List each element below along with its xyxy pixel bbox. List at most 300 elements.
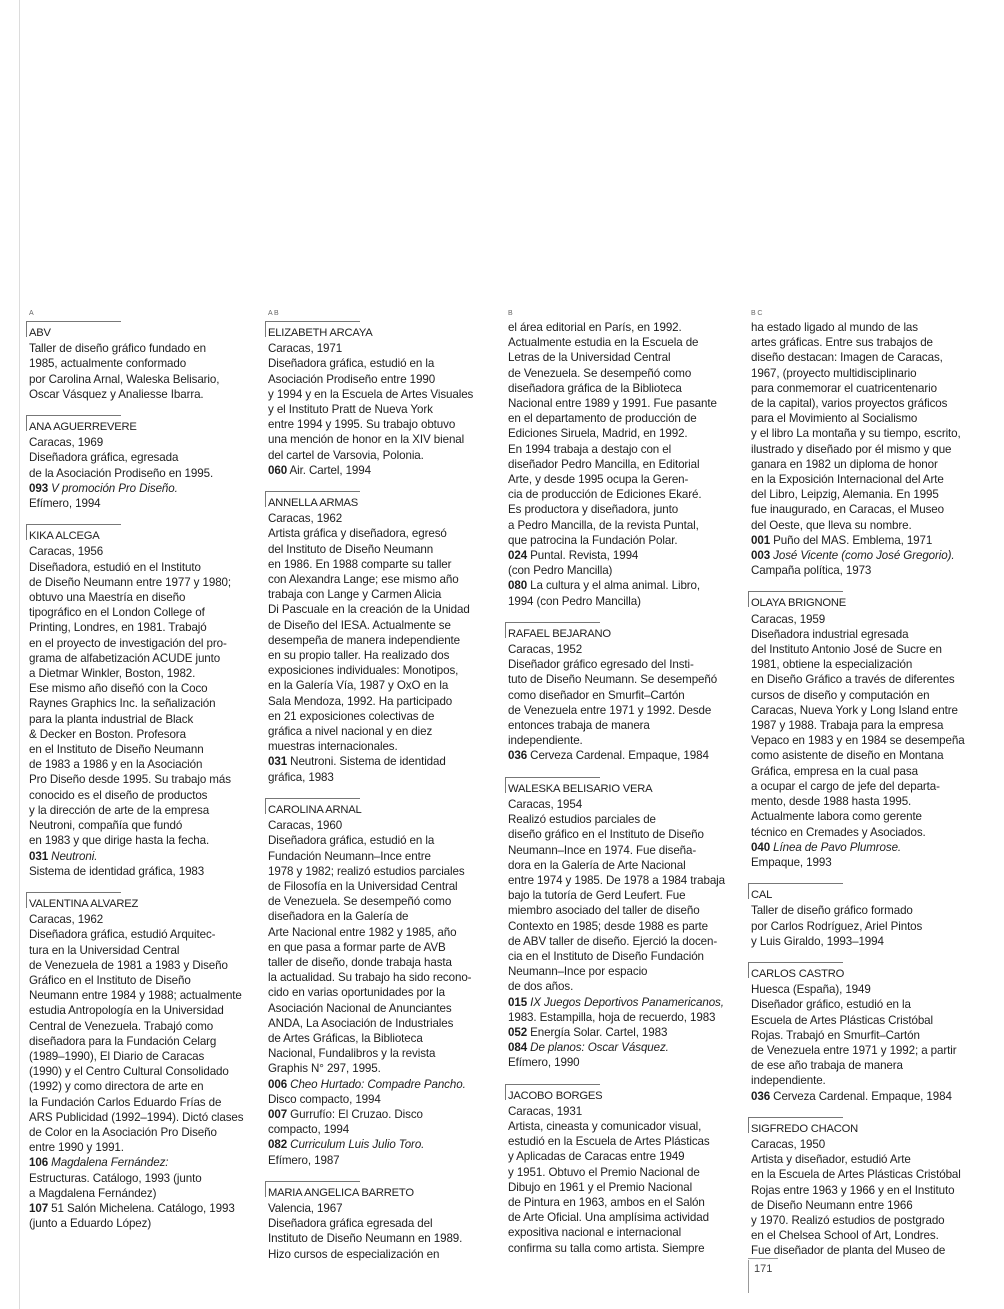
line-text: trabaja con Lange y Carmen Alicia [268,588,442,602]
line-text: obtuvo una Maestría en diseño [29,591,186,605]
bio-line [29,1079,257,1094]
bio-line [268,372,496,387]
bio-line [508,733,736,748]
work-number: 084 [508,1041,528,1055]
work-reference-line [268,754,496,769]
line-text: expositiva nacional e internacional [508,1226,682,1240]
line-text: Raynes Graphics Inc. la señalización [29,697,216,711]
line-text: Caracas, 1931 [508,1104,583,1118]
bio-line [751,1058,979,1073]
bio-line [508,812,736,827]
work-reference-line [751,548,979,563]
bio-line [268,955,496,970]
line-text: ilustrado y diseñado por él mismo y que [751,442,952,456]
bio-line [29,696,257,711]
line-text: por Carolina Arnal, Waleska Belisario, [29,372,220,386]
line-text: Caracas, 1954 [508,797,583,811]
work-reference-line [508,548,736,563]
bio-line [268,633,496,648]
entry-rule [751,1114,979,1122]
line-text: como asistente de diseño en Montana [751,749,944,763]
line-text: de Venezuela entre 1971 y 1992. Desde [508,703,712,717]
entry-rule [508,774,736,782]
line-text: Artista gráfica y diseñadora, egresó [268,527,447,541]
line-text: Diseñadora gráfica egresada del [268,1217,433,1231]
line-text: Efímero, 1990 [508,1056,580,1070]
bio-line [268,1031,496,1046]
bio-line [751,642,979,657]
line-text: entre 1994 y 1995. Su trabajo obtuvo [268,418,456,432]
bio-line [268,739,496,754]
bio-line [508,979,736,994]
line-text: Nacional entre 1989 y 1991. Fue pasante [508,397,717,411]
line-text: bajo la tutoría de Gerd Leufert. Fue [508,889,686,903]
line-text: de Diseño del IESA. Actualmente se [268,618,451,632]
line-text: gráfica, 1983 [268,770,334,784]
line-text: cia en el Instituto de Diseño Fundación [508,949,704,963]
work-number: 031 [29,849,49,863]
line-text: (1989–1990), El Diario de Caracas [29,1049,205,1063]
bio-line [508,366,736,381]
line-text: y Aplicadas de Caracas entre 1949 [508,1150,685,1164]
line-text: cia de producción de Ediciones Ekaré. [508,488,702,502]
entry-continuation [508,320,736,609]
bio-line [268,402,496,417]
line-text: en su propio taller. Ha realizado dos [268,649,450,663]
line-text: Taller de diseño gráfico fundado en [29,342,206,356]
work-title: José Vicente (como José Gregorio). [773,549,955,563]
work-title: Gurrufío: El Cruzao. Disco [290,1107,423,1121]
work-title: Línea de Pavo Plumrose. [773,840,902,854]
work-reference-line [508,1040,736,1055]
bio-line [29,943,257,958]
work-reference-line [268,1137,496,1152]
line-text: ha estado ligado al mundo de las [751,321,918,334]
bio-line [268,572,496,587]
line-text: Di Pascuale en la creación de la Unidad [268,603,470,617]
line-text: Actualmente estudia en la Escuela de [508,336,699,350]
bio-line [29,727,257,742]
line-text: en que pasa a formar parte de AVB [268,940,446,954]
bio-line [268,709,496,724]
line-text: Caracas, 1950 [751,1137,826,1151]
bio-line [29,372,257,387]
bio-line [268,1016,496,1031]
bio-line [751,381,979,396]
line-text: Letras de la Universidad Central [508,351,671,365]
line-text: de Venezuela entre 1971 y 1992; a partir [751,1043,957,1057]
bio-line [508,1180,736,1195]
bio-line [268,1216,496,1231]
bio-line [751,934,979,949]
line-text: por Carlos Rodríguez, Ariel Pintos [751,919,923,933]
line-text: Rojas entre 1963 y 1966 y en el Instituto [751,1183,955,1197]
bio-line [751,1043,979,1058]
bio-line [508,1149,736,1164]
directory-entry [751,959,979,1104]
bio-line [751,748,979,763]
line-text: Valencia, 1967 [268,1201,343,1215]
entry-rule [29,889,257,897]
line-text: en el proyecto de investigación del pro- [29,636,227,650]
bio-line [751,457,979,472]
line-text: en la Escuela de Artes Plásticas Cristóbal [751,1168,961,1182]
work-title: Magdalena Fernández: [51,1156,169,1170]
bio-line [268,448,496,463]
bio-line [508,502,736,517]
line-text: de Arte Oficial. Una amplísima actividad [508,1211,709,1225]
bio-line [751,442,979,457]
bio-line [751,1183,979,1198]
work-reference-line [268,1077,496,1092]
line-text: en la Exposición Internacional del Arte [751,473,944,487]
bio-line [29,560,257,575]
work-reference-line [29,481,257,496]
work-title: V promoción Pro Diseño. [51,481,178,495]
bio-line [508,964,736,979]
line-text: diseñadora gráfica de la Biblioteca [508,381,682,395]
line-text: del cartel de Varsovia, Polonia. [268,448,424,462]
line-text: Caracas, 1971 [268,342,343,356]
line-text: en la Galería Vía, 1987 y OxO en la [268,679,449,693]
line-text: Huesca (España), 1949 [751,983,871,997]
work-reference-line [29,849,257,864]
bio-line [751,718,979,733]
bio-line [29,341,257,356]
line-text: Neumann–Ince en 1974. Fue diseña- [508,843,697,857]
bio-line [508,888,736,903]
line-text: y la dirección de arte de la empresa [29,803,210,817]
directory-entry [751,588,979,870]
line-text: ANDA, La Asociación de Industriales [268,1016,454,1030]
bio-line [751,1228,979,1243]
bio-line [29,1034,257,1049]
bio-line [751,335,979,350]
bio-line [268,678,496,693]
bio-line [29,1095,257,1110]
bio-line [508,533,736,548]
bio-line [508,1225,736,1240]
bio-line [29,1125,257,1140]
bio-line [508,1119,736,1134]
bio-line [508,797,736,812]
line-text: la actualidad. Su trabajo ha sido recono- [268,971,472,985]
bio-line [751,794,979,809]
bio-line [751,366,979,381]
line-text: artes gráficas. Entre sus trabajos de [751,336,933,350]
line-text: Empaque, 1993 [751,855,832,869]
bio-line [29,450,257,465]
line-text: de Venezuela. Se desempeñó como [508,366,692,380]
bio-line [508,949,736,964]
bio-line [268,849,496,864]
line-text: & Decker en Boston. Profesora [29,727,186,741]
directory-entry [508,619,736,764]
line-text: del Instituto Antonio José de Sucre en [751,643,942,657]
bio-line [268,1231,496,1246]
entry-rule [268,795,496,803]
line-text: Artista, cineasta y comunicador visual, [508,1119,702,1133]
entry-name: OLAYA BRIGNONE [751,597,847,610]
bio-line [268,1001,496,1016]
work-title: Curriculum Luis Julio Toro. [290,1138,425,1152]
bio-line [508,919,736,934]
bio-line [508,843,736,858]
bio-line [751,903,979,918]
line-text: ganara en 1982 un diploma de honor [751,457,938,471]
entry-name: MARIA ANGELICA BARRETO [268,1186,414,1199]
line-text: Diseñadora gráfica, estudió en la [268,357,435,371]
bio-line [751,396,979,411]
line-text: miembro asociado del taller de diseño [508,904,700,918]
work-title: De planos: Oscar Vásquez. [530,1041,669,1055]
bio-line [751,1137,979,1152]
work-reference-line [508,578,736,593]
bio-line [29,605,257,620]
bio-line [751,320,979,335]
entry-name: RAFAEL BEJARANO [508,627,611,640]
line-text: la Fundación Carlos Eduardo Frías de [29,1095,222,1109]
bio-line [508,642,736,657]
work-title: Cerveza Cardenal. Empaque, 1984 [773,1089,952,1103]
bio-line [508,703,736,718]
line-text: de dos años. [508,980,574,994]
line-text: fue inaugurado, en Caracas, el Museo [751,503,944,517]
bio-line [29,387,257,402]
line-text: entonces trabaja de manera [508,719,650,733]
entry-rule [268,318,496,326]
line-text: 1983. Estampilla, hoja de recuerdo, 1983 [508,1010,716,1024]
bio-line [268,1153,496,1168]
line-text: de Venezuela de 1981 a 1983 y Diseño [29,958,228,972]
bio-line [29,818,257,833]
line-text: muestras internacionales. [268,740,398,754]
bio-line [751,518,979,533]
entry-name: ANA AGUERREVERE [29,421,137,434]
bio-line [751,426,979,441]
directory-entry [268,318,496,478]
line-text: entre 1974 y 1985. De 1978 a 1984 trabaja [508,873,725,887]
line-text: 1994 (con Pedro Mancilla) [508,594,641,608]
entry-rule [751,588,979,596]
entry-rule [751,880,979,888]
bio-line [29,988,257,1003]
line-text: en el departamento de producción de [508,412,697,426]
bio-line [268,1061,496,1076]
entry-rule [508,1081,736,1089]
directory-entry [29,889,257,1231]
line-text: Estructuras. Catálogo, 1993 (junto [29,1171,202,1185]
line-text: conocido es el diseño de productos [29,788,208,802]
bio-line [29,1049,257,1064]
line-text: del Libro, Leipzig, Alemania. En 1995 [751,488,939,502]
bio-line [508,688,736,703]
line-text: cido en varias oportunidades por la [268,986,445,1000]
work-number: 060 [268,463,288,477]
line-text: Neumann–Ince por espacio [508,965,648,979]
bio-line [268,602,496,617]
bio-line [508,518,736,533]
line-text: el área editorial en París, en 1992. [508,321,682,334]
line-text: que patrocina la Fundación Polar. [508,533,678,547]
line-text: Taller de diseño gráfico formado [751,904,913,918]
bio-line [29,973,257,988]
work-title: La cultura y el alma animal. Libro, [530,579,701,593]
line-text: compacto, 1994 [268,1123,350,1137]
bio-line [29,757,257,772]
bio-line [508,487,736,502]
line-text: con Alexandra Lange; ese mismo año [268,573,459,587]
work-reference-line [508,1025,736,1040]
line-text: Diseñador gráfico egresado del Insti- [508,658,694,672]
bio-line [508,1210,736,1225]
bio-line [29,636,257,651]
bio-line [268,356,496,371]
line-text: Caracas, 1956 [29,545,104,559]
bio-line [268,1201,496,1216]
work-title: Air. Cartel, 1994 [289,463,371,477]
work-number: 107 [29,1201,49,1215]
bio-line [268,341,496,356]
bio-line [29,620,257,635]
entry-name: ABV [29,327,51,339]
line-text: Neutroni, compañía que fundó [29,819,183,833]
bio-line [29,1216,257,1231]
line-text: de 1983 a 1986 y en la Asociación [29,758,203,772]
bio-line [508,827,736,842]
bio-line [268,511,496,526]
line-text: independiente. [508,734,583,748]
work-reference-line [268,463,496,478]
line-text: Arte, y desde 1995 ocupa la Geren- [508,473,689,487]
line-text: dora en la Galería de Arte Nacional [508,858,686,872]
line-text: Neumann entre 1984 y 1988; actualmente [29,989,242,1003]
work-number: 015 [508,995,528,1009]
line-text: como diseñador en Smurfit–Cartón [508,688,685,702]
line-text: entre 1990 y 1991. [29,1141,124,1155]
bio-line [29,544,257,559]
line-text: diseñadora en la Galería de [268,910,409,924]
line-text: estudia Antropología en la Universidad [29,1004,224,1018]
bio-line [268,909,496,924]
line-text: grama de alfabetización ACUDE junto [29,651,221,665]
line-text: de Venezuela. Se desempeñó como [268,895,452,909]
work-title: 51 Salón Michelena. Catálogo, 1993 [51,1201,235,1215]
work-number: 003 [751,549,771,563]
bio-line [268,542,496,557]
column-letter: A [29,310,34,317]
bio-line [29,712,257,727]
line-text: Vepaco en 1983 y en 1984 se desempeña [751,734,965,748]
bio-line [268,663,496,678]
bio-line [508,350,736,365]
bio-line [751,627,979,642]
work-reference-line [508,748,736,763]
column-3 [508,310,736,1266]
bio-line [29,1186,257,1201]
line-text: tura en la Universidad Central [29,943,180,957]
page-gutter-edge [19,0,20,1309]
work-title: IX Juegos Deportivos Panamericanos, [530,995,724,1009]
line-text: (1990) y el Centro Cultural Consolidado [29,1065,229,1079]
bio-line [751,919,979,934]
line-text: Artista y diseñador, estudió Arte [751,1153,911,1167]
line-text: Fundación Neumann–Ince entre [268,849,431,863]
bio-line [268,770,496,785]
bio-line [508,1134,736,1149]
work-reference-line [268,1107,496,1122]
entry-rule [268,488,496,496]
bio-line [29,772,257,787]
bio-line [508,903,736,918]
page-number: 171 [748,1260,772,1293]
bio-line [268,1122,496,1137]
line-text: Disco compacto, 1994 [268,1092,381,1106]
bio-line [751,997,979,1012]
column-letter: A B [268,310,279,317]
line-text: técnico en Cremades y Asociados. [751,825,926,839]
line-text: Actualmente labora como gerente [751,810,922,824]
work-title: Cheo Hurtado: Compadre Pancho. [290,1077,466,1091]
line-text: y el Instituto Pratt de Nueva York [268,403,433,417]
entry-rule [751,959,979,967]
bio-line [751,612,979,627]
entry-name: KIKA ALCEGA [29,530,100,543]
line-text: exposiciones individuales: Monotipos, [268,664,459,678]
work-reference-line [29,1155,257,1170]
entry-continuation [751,320,979,578]
bio-line [268,970,496,985]
line-text: Diseñadora gráfica, estudió en la [268,834,435,848]
directory-entry [268,1178,496,1262]
column-1 [29,310,257,1241]
bio-line [751,703,979,718]
bio-line [29,466,257,481]
work-reference-line [751,533,979,548]
line-text: del Instituto de Diseño Neumann [268,542,434,556]
bio-line [508,472,736,487]
line-text: para el Movimiento al Socialismo [751,412,918,426]
line-text: Asociación Prodiseño entre 1990 [268,372,436,386]
line-text: diseño gráfico en el Instituto de Diseño [508,828,704,842]
entry-name: CAL [751,889,773,902]
line-text: Asociación Nacional de Anunciantes [268,1001,452,1015]
bio-line [29,666,257,681]
bio-line [508,657,736,672]
bio-line [508,563,736,578]
bio-line [29,742,257,757]
line-text: Fue diseñador de planta del Museo de [751,1244,946,1258]
line-text: Dibujo en 1961 y el Premio Nacional [508,1180,693,1194]
directory-entry [751,1114,979,1259]
bio-line [751,502,979,517]
entry-name: WALESKA BELISARIO VERA [508,782,653,795]
line-text: Diseñadora gráfica, egresada [29,451,179,465]
line-text: Ediciones Siruela, Madrid, en 1992. [508,427,688,441]
bio-line [268,1092,496,1107]
line-text: Diseñadora industrial egresada [751,627,909,641]
line-text: Oscar Vásquez y Analiesse Ibarra. [29,387,204,401]
work-number: 006 [268,1077,288,1091]
bio-line [29,803,257,818]
work-title: Energía Solar. Cartel, 1983 [530,1025,668,1039]
bio-line [508,1010,736,1025]
line-text: Rojas. Trabajó en Smurfit–Cartón [751,1028,920,1042]
entry-rule [508,619,736,627]
line-text: Instituto de Diseño Neumann en 1989. [268,1232,463,1246]
line-text: Caracas, 1959 [751,612,826,626]
line-text: Hizo cursos de especialización en [268,1247,440,1261]
